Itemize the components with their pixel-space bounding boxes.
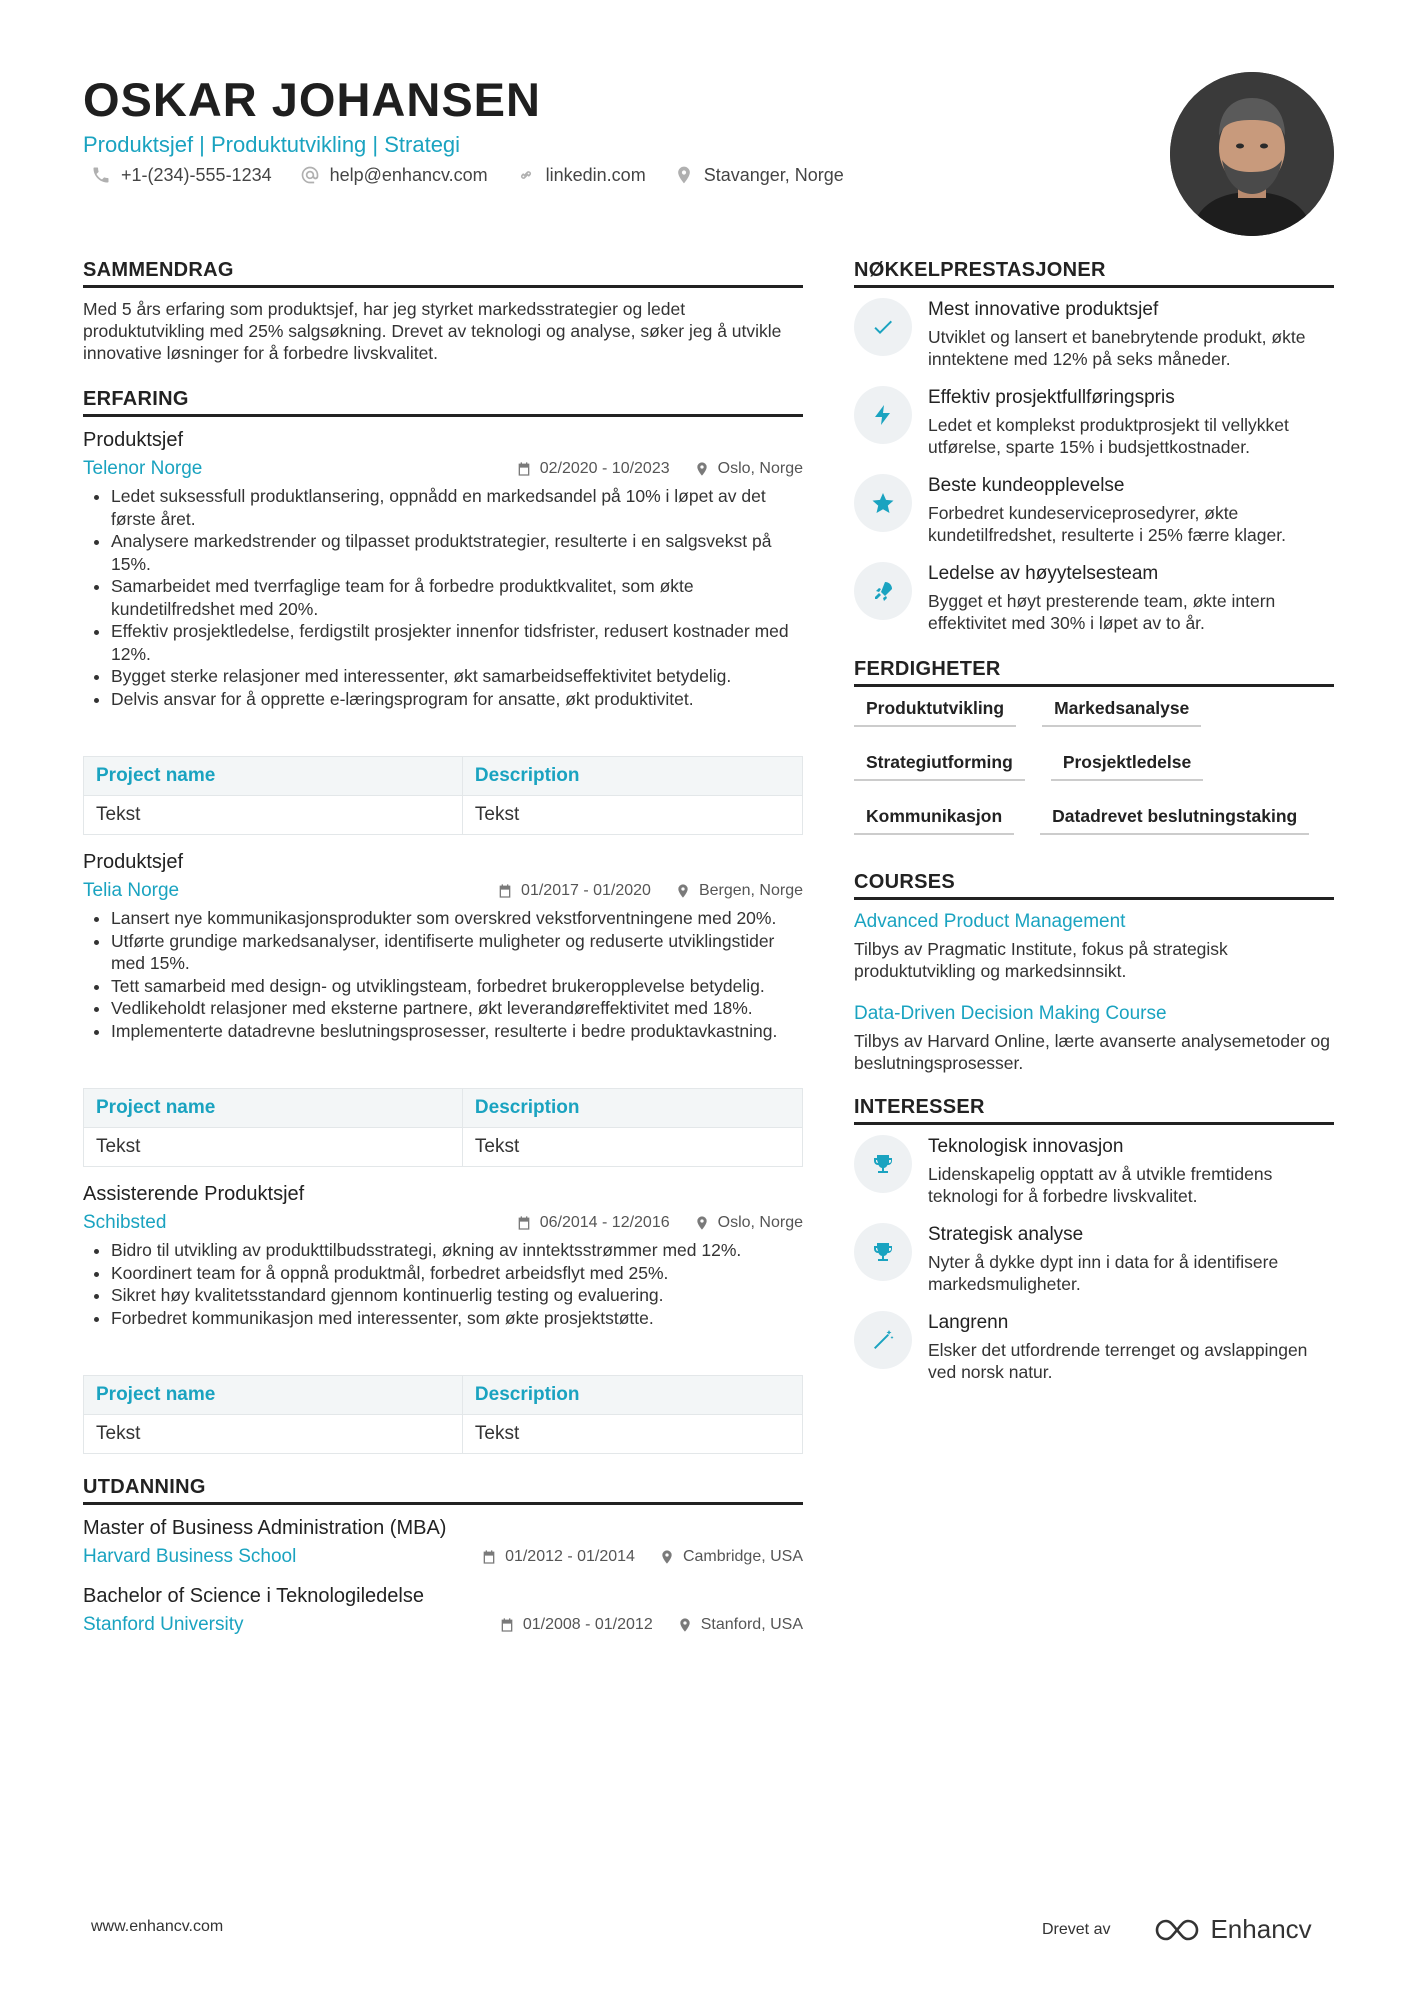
- company-name: Telia Norge: [83, 880, 180, 901]
- brand-name: Enhancv: [1210, 1914, 1312, 1944]
- email-text: help@enhancv.com: [329, 165, 488, 185]
- table-cell: Tekst: [84, 1415, 463, 1454]
- skill-tag: Produktutvikling: [854, 697, 1016, 727]
- contact-bar: [91, 162, 844, 188]
- location-text: Stavanger, Norge: [703, 165, 844, 185]
- bullet: • Forbedret kommunikasjon med interessenter, som økte prosjektstøtte.: [111, 1307, 803, 1330]
- location-pin-icon: [694, 1215, 710, 1231]
- interests-section: [854, 1094, 1334, 1383]
- location-pin-icon: [674, 165, 694, 185]
- edu-location: Cambridge, USA: [682, 1548, 803, 1565]
- footer-website[interactable]: www.enhancv.com: [91, 1918, 224, 1935]
- at-icon: [300, 165, 320, 185]
- linkedin-text: linkedin.com: [545, 165, 646, 185]
- table-header: Description: [462, 1376, 802, 1415]
- job-title: Produktsjef: [83, 429, 184, 451]
- calendar-icon: [497, 883, 513, 899]
- course-item: [854, 910, 1334, 982]
- brand-logo[interactable]: [1154, 1914, 1311, 1945]
- trophy-icon: [871, 1152, 895, 1176]
- bullet: • Effektiv prosjektledelse, ferdigstilt prosjekter innenfor tidsfrister, redusert kostnader med 12%.: [111, 620, 803, 665]
- achievement-item: [854, 562, 1334, 634]
- company-name: Schibsted: [83, 1212, 167, 1233]
- calendar-icon: [516, 461, 532, 477]
- bullet: • Utførte grundige markedsanalyser, identifiserte muligheter og reduserte utviklingstider med 15%.: [111, 930, 803, 975]
- edu-dates: 01/2012 - 01/2014: [505, 1548, 635, 1565]
- education-entry: [83, 1583, 803, 1637]
- calendar-icon: [481, 1549, 497, 1565]
- interest-item: [854, 1135, 1334, 1207]
- table-header: Project name: [84, 1376, 463, 1415]
- skill-tag: Datadrevet beslutningstaking: [1040, 805, 1309, 835]
- skills-list: [854, 697, 1334, 835]
- interest-item: [854, 1223, 1334, 1295]
- project-table: [83, 756, 803, 835]
- project-table: [83, 1088, 803, 1167]
- education-title: UTDANNING: [83, 1474, 803, 1505]
- candidate-name: OSKAR JOHANSEN: [83, 73, 541, 126]
- left-column: [83, 257, 803, 1651]
- job-dates: 06/2014 - 12/2016: [539, 1214, 670, 1231]
- table-cell: Tekst: [462, 1415, 802, 1454]
- achievement-item: [854, 474, 1334, 546]
- headline: Produktsjef | Produktutvikling | Strategi: [83, 132, 461, 157]
- job-title: Produktsjef: [83, 851, 184, 873]
- edu-location: Stanford, USA: [700, 1616, 803, 1633]
- achievement-item: [854, 298, 1334, 370]
- summary-section: [83, 257, 803, 364]
- job-bullets: [83, 485, 803, 710]
- job-bullets: [83, 907, 803, 1042]
- bullet: • Samarbeidet med tverrfaglige team for å forbedre produktkvalitet, som økte kundetilfredshet med 20%.: [111, 575, 803, 620]
- experience-section: [83, 386, 803, 1454]
- right-column: [854, 257, 1334, 1399]
- school-name: Stanford University: [83, 1614, 244, 1635]
- interest-desc: Nyter å dykke dypt inn i data for å identifisere markedsmuligheter.: [928, 1252, 1279, 1294]
- education-section: [83, 1474, 803, 1637]
- skills-section: [854, 656, 1334, 835]
- interest-item: [854, 1311, 1334, 1383]
- trophy-icon: [871, 1240, 895, 1264]
- phone-text: +1-(234)-555-1234: [121, 165, 272, 185]
- bullet: • Bygget sterke relasjoner med interessenter, økt samarbeidseffektivitet betydelig.: [111, 665, 803, 688]
- star-icon: [871, 491, 895, 515]
- summary-text: Med 5 års erfaring som produktsjef, har jeg styrket markedsstrategier og ledet produktutvikling med 25% salgsøkning. Drevet av teknologi og analyse, søker jeg å utvikle innovative løsninger for å forbedre livskvalitet.: [83, 299, 782, 363]
- contact-email[interactable]: [300, 162, 488, 188]
- location-pin-icon: [694, 461, 710, 477]
- school-name: Harvard Business School: [83, 1546, 297, 1567]
- skill-tag: Strategiutforming: [854, 751, 1025, 781]
- enhancv-logo-icon: [1154, 1917, 1200, 1943]
- bullet: • Koordinert team for å oppnå produktmål, forbedret arbeidsflyt med 25%.: [111, 1262, 803, 1285]
- calendar-icon: [516, 1215, 532, 1231]
- achievement-title: Mest innovative produktsjef: [928, 299, 1159, 320]
- education-entry: [83, 1515, 803, 1569]
- courses-title: COURSES: [854, 869, 1334, 900]
- table-cell: Tekst: [462, 1128, 802, 1167]
- job-location: Bergen, Norge: [698, 882, 803, 899]
- interests-title: INTERESSER: [854, 1094, 1334, 1125]
- job-dates: 01/2017 - 01/2020: [521, 882, 651, 899]
- degree: Master of Business Administration (MBA): [83, 1517, 447, 1539]
- bullet: • Ledet suksessfull produktlansering, oppnådd en markedsandel på 10% i løpet av det første året.: [111, 485, 803, 530]
- bullet: • Vedlikeholdt relasjoner med eksterne partnere, økt leverandøreffektivitet med 18%.: [111, 997, 803, 1020]
- contact-location: [674, 162, 844, 188]
- job-location: Oslo, Norge: [717, 1214, 803, 1231]
- achievement-desc: Forbedret kundeserviceprosedyrer, økte kundetilfredshet, resulterte i 25% færre klager.: [928, 503, 1286, 545]
- interest-desc: Elsker det utfordrende terrenget og avslappingen ved norsk natur.: [928, 1340, 1308, 1382]
- edu-dates: 01/2008 - 01/2012: [522, 1616, 653, 1633]
- experience-title: ERFARING: [83, 386, 803, 417]
- location-pin-icon: [675, 883, 691, 899]
- achievement-item: [854, 386, 1334, 458]
- achievement-title: Effektiv prosjektfullføringspris: [928, 387, 1175, 408]
- table-cell: Tekst: [84, 1128, 463, 1167]
- job-entry: [83, 427, 803, 835]
- job-location: Oslo, Norge: [717, 460, 803, 477]
- job-title: Assisterende Produktsjef: [83, 1183, 305, 1205]
- interest-title: Strategisk analyse: [928, 1224, 1084, 1245]
- phone-icon: [91, 165, 111, 185]
- achievement-desc: Bygget et høyt presterende team, økte intern effektivitet med 30% i løpet av to år.: [928, 591, 1276, 633]
- achievements-section: [854, 257, 1334, 634]
- profile-photo: [1170, 72, 1334, 236]
- calendar-icon: [499, 1617, 515, 1633]
- interest-desc: Lidenskapelig opptatt av å utvikle fremtidens teknologi for å forbedre livskvalitet.: [928, 1164, 1273, 1206]
- interest-title: Teknologisk innovasjon: [928, 1136, 1124, 1157]
- summary-title: SAMMENDRAG: [83, 257, 803, 288]
- achievements-title: NØKKELPRESTASJONER: [854, 257, 1334, 288]
- degree: Bachelor of Science i Teknologiledelse: [83, 1585, 424, 1607]
- bullet: • Implementerte datadrevne beslutningsprosesser, resulterte i bedre produktavkastning.: [111, 1020, 803, 1043]
- skill-tag: Kommunikasjon: [854, 805, 1014, 835]
- course-desc: Tilbys av Harvard Online, lærte avanserte analysemetoder og beslutningsprosesser.: [854, 1031, 1330, 1073]
- footer-branding: [1042, 1914, 1312, 1945]
- course-item: [854, 1002, 1334, 1074]
- bullet: • Analysere markedstrender og tilpasset produktstrategier, resulterte i en salgsvekst på 15%.: [111, 530, 803, 575]
- course-title: Data-Driven Decision Making Course: [854, 1003, 1167, 1024]
- interest-title: Langrenn: [928, 1312, 1009, 1333]
- courses-section: [854, 869, 1334, 1074]
- achievement-title: Beste kundeopplevelse: [928, 475, 1125, 496]
- achievement-desc: Utviklet og lansert et banebrytende produkt, økte inntektene med 12% på seks måneder.: [928, 327, 1306, 369]
- location-pin-icon: [659, 1549, 675, 1565]
- contact-phone: [91, 162, 272, 188]
- table-cell: Tekst: [462, 796, 802, 835]
- table-header: Description: [462, 757, 802, 796]
- check-icon: [871, 315, 895, 339]
- bolt-icon: [871, 403, 895, 427]
- achievement-desc: Ledet et komplekst produktprosjekt til vellykket utførelse, sparte 15% i budsjettkostnader.: [928, 415, 1289, 457]
- skill-tag: Prosjektledelse: [1051, 751, 1203, 781]
- table-header: Project name: [84, 757, 463, 796]
- skills-title: FERDIGHETER: [854, 656, 1334, 687]
- course-title: Advanced Product Management: [854, 911, 1126, 932]
- rocket-icon: [871, 579, 895, 603]
- bullet: • Delvis ansvar for å opprette e-læringsprogram for ansatte, økt produktivitet.: [111, 688, 803, 711]
- company-name: Telenor Norge: [83, 458, 203, 479]
- bullet: • Sikret høy kvalitetsstandard gjennom kontinuerlig testing og evaluering.: [111, 1284, 803, 1307]
- location-pin-icon: [677, 1617, 693, 1633]
- skill-tag: Markedsanalyse: [1042, 697, 1201, 727]
- powered-by-text: Drevet av: [1042, 1920, 1111, 1938]
- job-entry: [83, 1181, 803, 1454]
- link-icon: [516, 165, 536, 185]
- bullet: • Tett samarbeid med design- og utviklingsteam, forbedret brukeropplevelse betydelig.: [111, 975, 803, 998]
- course-desc: Tilbys av Pragmatic Institute, fokus på strategisk produktutvikling og markedsinnsikt.: [854, 939, 1228, 981]
- table-cell: Tekst: [84, 796, 463, 835]
- job-dates: 02/2020 - 10/2023: [539, 460, 670, 477]
- wand-icon: [871, 1328, 895, 1352]
- job-entry: [83, 849, 803, 1167]
- project-table: [83, 1375, 803, 1454]
- achievement-title: Ledelse av høyytelsesteam: [928, 563, 1159, 584]
- table-header: Project name: [84, 1089, 463, 1128]
- contact-linkedin[interactable]: [516, 162, 646, 188]
- bullet: • Bidro til utvikling av produkttilbudsstrategi, økning av inntektsstrømmer med 12%.: [111, 1239, 803, 1262]
- table-header: Description: [462, 1089, 802, 1128]
- bullet: • Lansert nye kommunikasjonsprodukter som overskred vekstforventningene med 20%.: [111, 907, 803, 930]
- job-bullets: [83, 1239, 803, 1329]
